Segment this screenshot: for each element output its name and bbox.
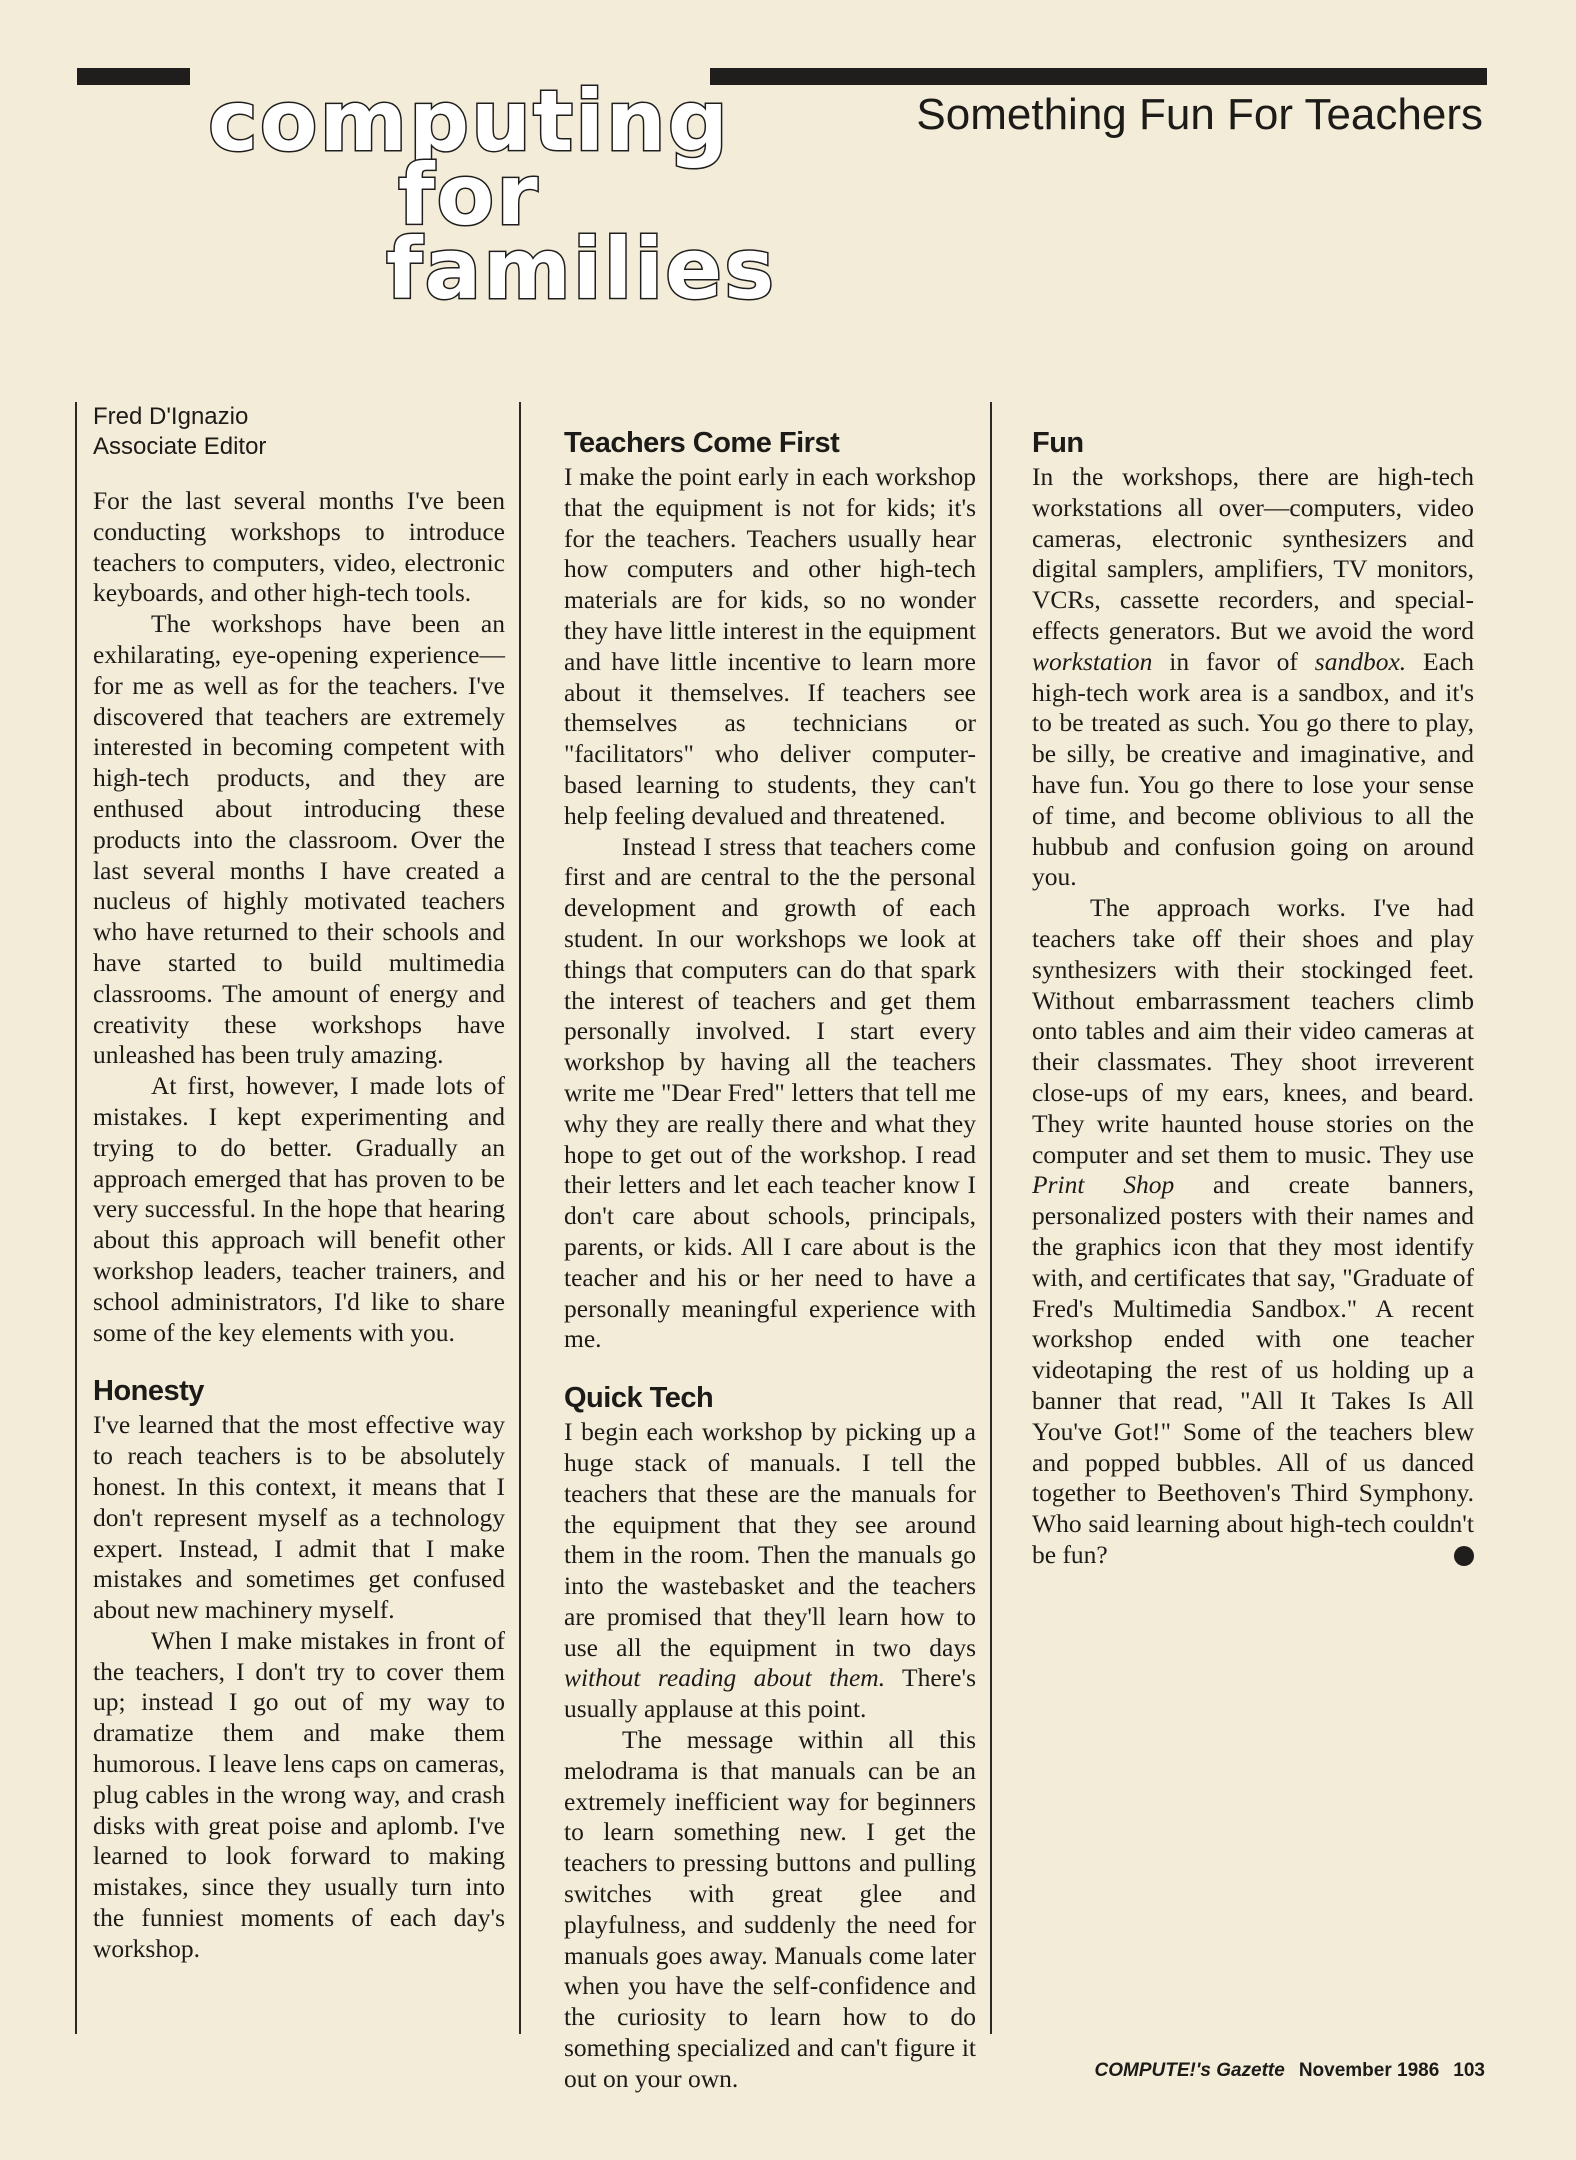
emphasis-text: without reading about them.: [564, 1663, 886, 1693]
paragraph-text: I begin each workshop by picking up a huge stack of manuals. I tell the teachers that these are the manuals for the equipment that they see around them in the room. Then the manuals go into the wastebasket and the teachers are promised that they'll learn how to use all the equipment in two days: [564, 1417, 976, 1662]
magazine-name: COMPUTE!'s Gazette: [1094, 2060, 1285, 2081]
logo-line-computing: computing: [208, 72, 730, 170]
column-logo: [190, 66, 777, 318]
page-number: 103: [1453, 2060, 1485, 2081]
paragraph: [1032, 462, 1474, 893]
section-heading-quick-tech: Quick Tech: [564, 1382, 714, 1415]
article-column-3: [1018, 402, 1474, 2034]
paragraph: The message within all this melodrama is that manuals can be an extremely inefficient way for beginners to learn something new. I get the teachers to pressing buttons and pulling switches with great glee and playfulness, and suddenly the need for manuals goes away. Manuals come later when you have the self-confidence and the curiosity to learn how to do something specialized and can't figure it out on your own.: [564, 1725, 976, 2093]
paragraph: Instead I stress that teachers come first and are central to the the personal development and growth of each student. In our workshops we look at things that computers can do that spark the interest of teachers and get them personally involved. I start every workshop by having all the teachers write me "Dear Fred" letters that tell me why they are really there and what they hope to get out of the workshop. I read their letters and let each teacher know I don't care about schools, principals, parents, or kids. All I care about is the teacher and his or her need to have a personally meaningful experience with me.: [564, 831, 976, 1354]
paragraph-text: When I make mistakes in front of the teachers, I don't try to cover them up; instead I go out of my way to dramatize them and make them humorous. I leave lens caps on cameras, plug cables in the wrong way, and crash disks with great poise and aplomb. I've learned to look forward to making mistakes, since they usually turn into the funniest moments of each day's workshop.: [93, 1625, 505, 1963]
end-of-article-icon: [1454, 1546, 1474, 1566]
author-title: Associate Editor: [93, 433, 267, 460]
byline: [93, 402, 505, 462]
paragraph-final: [1032, 893, 1474, 1571]
logo-line-families: families: [386, 220, 777, 318]
article-column-1: [77, 402, 521, 2034]
paragraph: [564, 1417, 976, 1725]
paragraph-continued: [93, 1626, 505, 1965]
section-heading-fun: Fun: [1032, 427, 1084, 459]
emphasis-text: workstation: [1032, 646, 1153, 676]
paragraph-text: The approach works. I've had teachers take off their shoes and play synthesizers with their stockinged feet. Without embarrassment teachers climb onto tables and aim their video cameras at their classmates. They shoot irreverent close-ups of my ears, knees, and beard. They write haunted house stories on the computer and set them to music. They use: [1032, 893, 1474, 1169]
paragraph: The workshops have been an exhilarating, eye-opening experience—for me as well as for the teachers. I've discovered that teachers are extremely interested in becoming competent with high-tech products, and they are enthused about introducing these products into the classroom. Over the last several months I have created a nucleus of highly motivated teachers who have returned to their schools and have started to build multimedia classrooms. The amount of energy and creativity these workshops have unleashed has been truly amazing.: [93, 609, 505, 1070]
paragraph-text: and create banners, personalized posters with their names and the graphics icon that they most identify with, and certificates that say, "Graduate of Fred's Multimedia Sandbox." A recent workshop ended with one teacher videotaping the rest of us holding up a banner that read, "All It Takes Is All You've Got!" Some of the teachers blew and popped bubbles. All of us danced together to Beethoven's Third Symphony. Who said learning about high-tech couldn't be fun?: [1032, 1170, 1475, 1569]
paragraph-intro: For the last several months I've been conducting workshops to introduce teachers to computers, video, electronic keyboards, and other high-tech tools.: [93, 486, 505, 608]
paragraph-text: In the workshops, there are high-tech workstations all over—computers, video cameras, electronic synthesizers and digital samplers, amplifiers, TV monitors, VCRs, cassette recorders, and special-effects generators. But we avoid the word: [1032, 462, 1474, 645]
emphasis-text: sandbox.: [1314, 646, 1407, 676]
paragraph-text: in favor of: [1152, 646, 1315, 676]
page-title: Something Fun For Teachers: [916, 90, 1483, 139]
article-column-2: [548, 402, 992, 2093]
section-heading-teachers-come-first: Teachers Come First: [564, 427, 840, 459]
paragraph: I make the point early in each workshop that the equipment is not for kids; it's for the teachers. Teachers usually hear how computers and other high-tech materials are for kids, so no wonder they have little interest in the equipment and have little incentive to learn more about it themselves. If teachers see themselves as technicians or "facilitators" who deliver computer-based learning to students, they can't help feeling devalued and threatened.: [564, 462, 976, 830]
paragraph: I've learned that the most effective way to reach teachers is to be absolutely honest. In this context, it means that I don't represent myself as a technology expert. Instead, I admit that I make mistakes and sometimes get confused about new machinery myself.: [93, 1410, 505, 1625]
paragraph-text: Each high-tech work area is a sandbox, and it's to be treated as such. You go there to play, be silly, be creative and imaginative, and have fun. You go there to lose your sense of time, and become oblivious to all the hubbub and confusion going on around you.: [1032, 646, 1474, 892]
issue-date: November 1986: [1298, 2060, 1440, 2081]
paragraph-text: There's usually applause at this point.: [564, 1663, 976, 1724]
logo-line-for: for: [398, 146, 540, 244]
author-name: Fred D'Ignazio: [93, 403, 249, 430]
page-footer: [1081, 2060, 1486, 2082]
logo-graphic: [190, 66, 777, 318]
paragraph: At first, however, I made lots of mistakes. I kept experimenting and trying to do better. Gradually an approach emerged that has proven to be very successful. In the hope that hearing about this approach will benefit other workshop leaders, teacher trainers, and school administrators, I'd like to share some of the key elements with you.: [93, 1071, 505, 1347]
emphasis-text: Print Shop: [1032, 1170, 1175, 1200]
section-heading-honesty: Honesty: [93, 1375, 204, 1408]
